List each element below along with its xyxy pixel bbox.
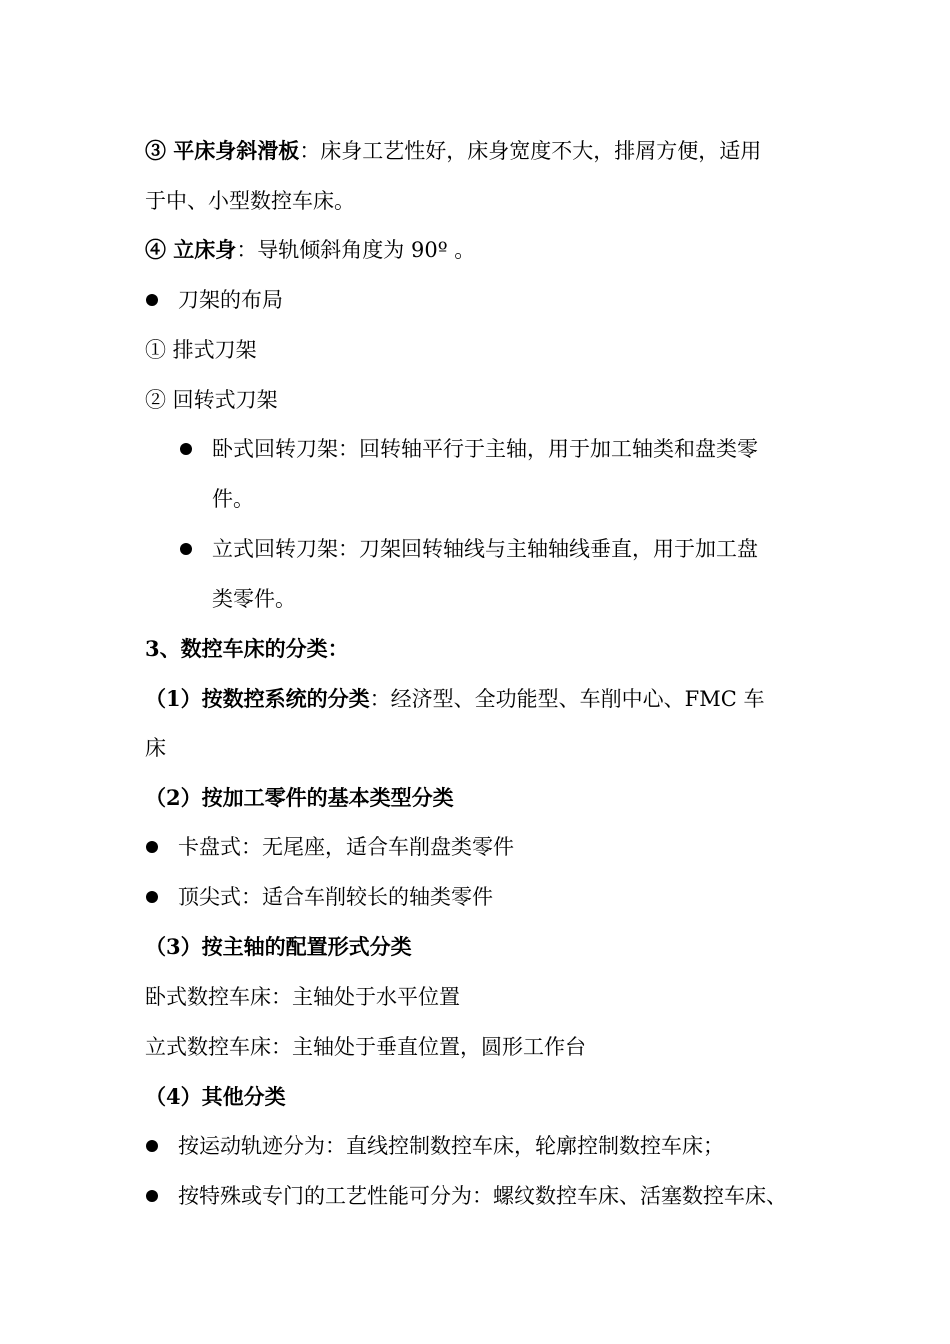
paragraph-vertical-bed	[145, 235, 475, 265]
bullet-item-tool-layout: 刀架的布局	[178, 288, 283, 312]
subheading-by-part-type: （2）按加工零件的基本类型分类	[145, 785, 454, 810]
bullet-icon	[146, 891, 158, 903]
bullet-item-continuation: 类零件。	[212, 587, 296, 611]
paragraph-horizontal-lathe: 卧式数控车床：主轴处于水平位置	[145, 985, 460, 1009]
section-heading-classification: 3、数控车床的分类：	[145, 636, 349, 661]
term-flat-bed-slant-slide: ③ 平床身斜滑板	[145, 138, 300, 163]
definition-text: ：经济型、全功能型、车削中心、FMC 车	[369, 687, 765, 711]
definition-text: ：导轨倾斜角度为 90º 。	[236, 238, 476, 262]
bullet-item-by-special-process: 按特殊或专门的工艺性能可分为：螺纹数控车床、活塞数控车床、	[178, 1184, 787, 1208]
definition-text: ：床身工艺性好，床身宽度不大，排屑方便，适用	[299, 139, 762, 163]
list-item-turret-tool-post: ② 回转式刀架	[145, 388, 278, 412]
term-vertical-bed: ④ 立床身	[145, 237, 237, 262]
term-by-cnc-system: （1）按数控系统的分类	[145, 686, 370, 711]
bullet-item-continuation: 件。	[212, 487, 254, 511]
bullet-icon	[180, 443, 192, 455]
bullet-icon	[146, 1190, 158, 1202]
paragraph-flat-bed-slant-slide	[145, 136, 761, 166]
subheading-by-spindle-config: （3）按主轴的配置形式分类	[145, 934, 412, 959]
paragraph-continuation: 于中、小型数控车床。	[145, 189, 355, 213]
paragraph-by-cnc-system	[145, 684, 764, 714]
bullet-item-vertical-turret: 立式回转刀架：刀架回转轴线与主轴轴线垂直，用于加工盘	[212, 537, 758, 561]
list-item-row-tool-post: ① 排式刀架	[145, 338, 257, 362]
bullet-icon	[180, 543, 192, 555]
bullet-item-horizontal-turret: 卧式回转刀架：回转轴平行于主轴，用于加工轴类和盘类零	[212, 437, 758, 461]
paragraph-vertical-lathe: 立式数控车床：主轴处于垂直位置，圆形工作台	[145, 1035, 586, 1059]
bullet-item-center-type: 顶尖式：适合车削较长的轴类零件	[178, 885, 493, 909]
bullet-icon	[146, 294, 158, 306]
bullet-icon	[146, 841, 158, 853]
bullet-item-chuck-type: 卡盘式：无尾座，适合车削盘类零件	[178, 835, 514, 859]
paragraph-continuation: 床	[145, 736, 166, 760]
bullet-icon	[146, 1140, 158, 1152]
bullet-item-by-motion-path: 按运动轨迹分为：直线控制数控车床，轮廓控制数控车床；	[178, 1134, 724, 1158]
subheading-other-classification: （4）其他分类	[145, 1084, 286, 1109]
